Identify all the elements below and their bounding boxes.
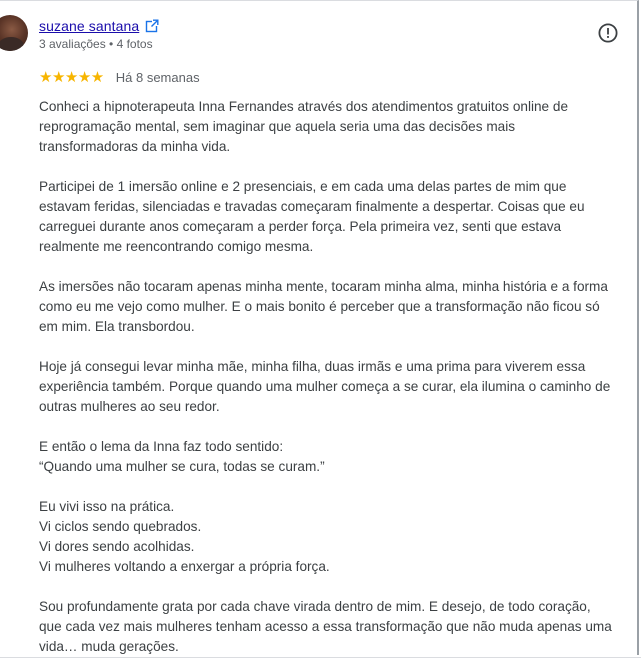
review-date: Há 8 semanas — [115, 69, 200, 85]
review-paragraph: Conheci a hipnoterapeuta Inna Fernandes através dos atendimentos gratuitos online de reprogramação mental, sem imaginar que aquela seria uma das decisões mais transformadoras da minha vida. — [39, 99, 569, 154]
review-paragraph: Participei de 1 imersão online e 2 presenciais, e em cada uma delas partes de mim que estavam feridas, silenciadas e travadas começaram finalmente a despertar. Coisas que eu carreguei durante anos começaram a perder força. Pela primeira vez, senti que estava realmente me reencontrando comigo mesma. — [39, 179, 585, 254]
star-rating: ★★★★★ — [39, 68, 104, 86]
review-paragraph: Eu vivi isso na prática. Vi ciclos sendo quebrados. Vi dores sendo acolhidas. Vi mulheres voltando a enxergar a própria força. — [39, 499, 330, 574]
divider-line — [0, 657, 641, 658]
report-icon[interactable] — [597, 22, 619, 44]
external-link-icon[interactable] — [145, 19, 159, 33]
rating-row — [39, 68, 200, 86]
review-paragraph: Sou profundamente grata por cada chave virada dentro de mim. E desejo, de todo coração, que cada vez mais mulheres tenham acesso a essa transformação que não muda apenas uma vida… muda gerações. — [39, 599, 612, 654]
author-meta: 3 avaliações • 4 fotos — [39, 37, 153, 51]
bottom-divider — [0, 655, 641, 661]
avatar[interactable] — [0, 15, 28, 51]
author-name-row — [39, 16, 159, 36]
review-text — [39, 97, 629, 657]
review-paragraph: E então o lema da Inna faz todo sentido: “Quando uma mulher se cura, todas se curam.” — [39, 439, 325, 474]
review-paragraph: As imersões não tocaram apenas minha mente, tocaram minha alma, minha história e a forma como eu me vejo como mulher. E o mais bonito é perceber que a transformação não ficou só em mim. Ela transbordou. — [39, 279, 608, 334]
review-header — [39, 16, 159, 51]
author-name-link[interactable]: suzane santana — [39, 18, 140, 34]
review-paragraph: Hoje já consegui levar minha mãe, minha filha, duas irmãs e uma prima para viverem essa experiência também. Porque quando uma mulher começa a se curar, ela ilumina o caminho de outras mulheres ao seu redor. — [39, 359, 611, 414]
